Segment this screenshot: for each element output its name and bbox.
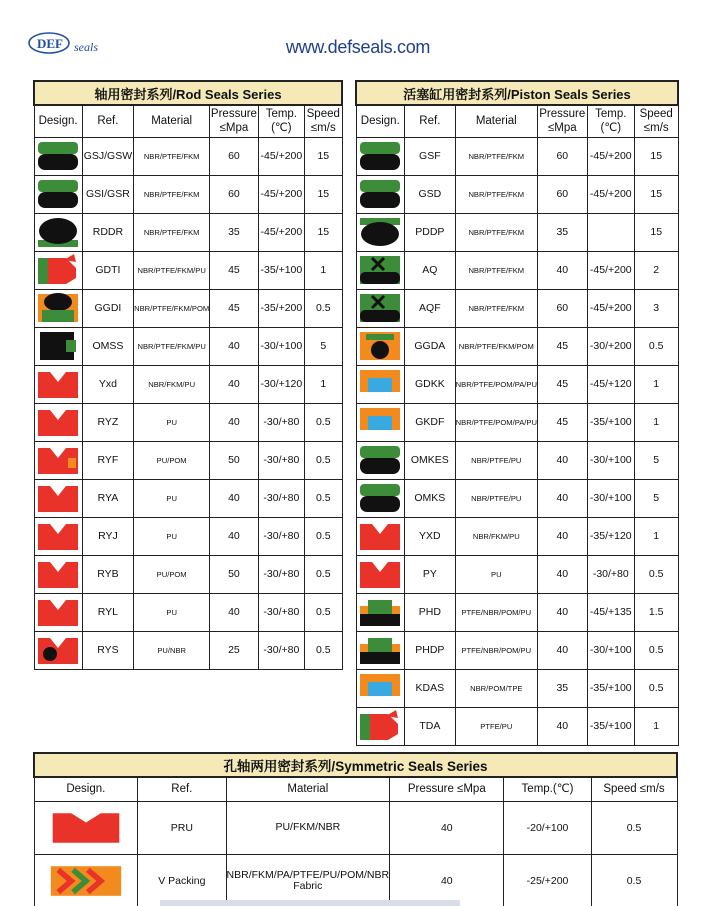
ref-cell: AQ	[405, 251, 456, 289]
design-cell	[356, 555, 405, 593]
table-row	[34, 593, 342, 631]
speed-cell: 15	[305, 175, 342, 213]
speed-cell: 0.5	[591, 801, 677, 854]
temp-cell: -45/+135	[587, 593, 634, 631]
logo-script: seals	[74, 40, 98, 54]
table-row	[34, 289, 342, 327]
rod-header-speed: Speed ≤m/s	[305, 105, 342, 137]
design-cell	[356, 327, 405, 365]
orange-black-ring-seal-icon	[36, 292, 80, 324]
pressure-cell: 40	[537, 593, 587, 631]
speed-cell: 0.5	[305, 631, 342, 669]
red-wiper-seal-icon	[358, 710, 402, 742]
table-row	[34, 327, 342, 365]
material-cell: PTFE/PU	[455, 707, 537, 745]
design-cell	[34, 593, 82, 631]
symmetric-title: 孔轴两用密封系列/Symmetric Seals Series	[34, 753, 677, 777]
orange-green-piston-icon	[358, 330, 402, 362]
symmetric-header-ref: Ref.	[138, 777, 226, 801]
table-row	[356, 327, 678, 365]
table-row	[34, 137, 342, 175]
piston-seals-table	[355, 80, 679, 746]
rod-seals-table	[33, 80, 343, 670]
pressure-cell: 40	[537, 479, 587, 517]
red-symmetric-seal-icon	[49, 808, 123, 848]
design-cell	[34, 403, 82, 441]
ref-cell: GGDA	[405, 327, 456, 365]
website-url[interactable]: www.defseals.com	[285, 37, 431, 57]
temp-cell: -35/+100	[258, 251, 304, 289]
table-row	[34, 631, 342, 669]
speed-cell: 0.5	[634, 631, 678, 669]
ref-cell: GGDI	[82, 289, 133, 327]
material-cell: NBR/POM/TPE	[455, 669, 537, 707]
temp-cell: -25/+200	[504, 854, 591, 906]
green-black-oval-piston-icon	[358, 216, 402, 248]
orange-blue-piston-icon	[358, 368, 402, 400]
material-cell: NBR/PTFE/FKM	[134, 175, 210, 213]
rod-header-pressure: Pressure ≤Mpa	[210, 105, 258, 137]
pressure-cell: 60	[210, 137, 258, 175]
ref-cell: RYF	[82, 441, 133, 479]
temp-cell	[587, 213, 634, 251]
temp-cell: -30/+80	[258, 517, 304, 555]
ref-cell: RDDR	[82, 213, 133, 251]
pressure-cell: 45	[210, 251, 258, 289]
green-black-seal-icon	[36, 178, 80, 210]
ref-cell: GSF	[405, 137, 456, 175]
red-wiper-seal-icon	[36, 254, 80, 286]
material-cell: NBR/PTFE/POM/PA/PU	[455, 403, 537, 441]
table-row	[34, 441, 342, 479]
pressure-cell: 45	[537, 403, 587, 441]
material-cell: PU	[134, 479, 210, 517]
speed-cell: 0.5	[634, 669, 678, 707]
material-cell: PTFE/NBR/POM/PU	[455, 631, 537, 669]
pressure-cell: 35	[537, 669, 587, 707]
pressure-cell: 50	[210, 555, 258, 593]
pressure-cell: 40	[537, 441, 587, 479]
v-packing-icon	[49, 861, 123, 901]
ref-cell: PHDP	[405, 631, 456, 669]
pressure-cell: 40	[537, 707, 587, 745]
pressure-cell: 40	[390, 854, 504, 906]
design-cell	[356, 175, 405, 213]
symmetric-header-material: Material	[226, 777, 390, 801]
table-row	[356, 479, 678, 517]
table-row	[34, 175, 342, 213]
pressure-cell: 35	[537, 213, 587, 251]
pressure-cell: 40	[537, 517, 587, 555]
pressure-cell: 40	[537, 251, 587, 289]
table-row	[34, 213, 342, 251]
green-black-piston-icon	[358, 444, 402, 476]
temp-cell: -30/+80	[258, 593, 304, 631]
material-cell: NBR/PTFE/FKM	[455, 213, 537, 251]
ref-cell: RYS	[82, 631, 133, 669]
red-u-seal-icon	[358, 558, 402, 590]
piston-title: 活塞缸用密封系列/Piston Seals Series	[356, 81, 678, 105]
table-row	[34, 517, 342, 555]
orange-blue-piston-icon	[358, 406, 402, 438]
symmetric-header-temp: Temp.(℃)	[504, 777, 591, 801]
red-u-seal-icon	[358, 520, 402, 552]
green-black-piston-icon	[358, 482, 402, 514]
temp-cell: -35/+100	[587, 403, 634, 441]
table-row	[356, 555, 678, 593]
piston-header-material: Material	[455, 105, 537, 137]
speed-cell: 3	[634, 289, 678, 327]
red-u-seal-icon	[36, 406, 80, 438]
ref-cell: V Packing	[138, 854, 226, 906]
ref-cell: OMSS	[82, 327, 133, 365]
design-cell	[34, 441, 82, 479]
material-cell: NBR/PTFE/FKM	[455, 289, 537, 327]
temp-cell: -45/+200	[258, 137, 304, 175]
footer-strip	[160, 900, 460, 906]
speed-cell: 0.5	[634, 555, 678, 593]
piston-header-speed: Speed ≤m/s	[634, 105, 678, 137]
speed-cell: 0.5	[305, 479, 342, 517]
table-row	[34, 403, 342, 441]
ref-cell: RYZ	[82, 403, 133, 441]
speed-cell: 5	[634, 441, 678, 479]
pressure-cell: 40	[210, 517, 258, 555]
symmetric-header-pressure: Pressure ≤Mpa	[390, 777, 504, 801]
material-cell: PU/POM	[134, 441, 210, 479]
table-row	[34, 365, 342, 403]
material-cell: NBR/PTFE/FKM/POM	[455, 327, 537, 365]
material-cell: NBR/PTFE/PU	[455, 441, 537, 479]
ref-cell: PHD	[405, 593, 456, 631]
piston-header-design: Design.	[356, 105, 405, 137]
design-cell	[34, 289, 82, 327]
temp-cell: -45/+200	[258, 213, 304, 251]
temp-cell: -45/+200	[587, 289, 634, 327]
temp-cell: -30/+80	[587, 555, 634, 593]
speed-cell: 1	[634, 517, 678, 555]
design-cell	[34, 365, 82, 403]
design-cell	[356, 517, 405, 555]
table-row	[356, 441, 678, 479]
ref-cell: PY	[405, 555, 456, 593]
ref-cell: AQF	[405, 289, 456, 327]
pressure-cell: 25	[210, 631, 258, 669]
rod-title: 轴用密封系列/Rod Seals Series	[34, 81, 342, 105]
table-row	[356, 251, 678, 289]
ref-cell: RYL	[82, 593, 133, 631]
green-black-wiper-icon	[36, 330, 80, 362]
table-row	[356, 707, 678, 745]
temp-cell: -30/+80	[258, 403, 304, 441]
table-row	[34, 854, 677, 906]
speed-cell: 0.5	[305, 517, 342, 555]
temp-cell: -35/+100	[587, 669, 634, 707]
ref-cell: OMKS	[405, 479, 456, 517]
ref-cell: GDTI	[82, 251, 133, 289]
design-cell	[356, 593, 405, 631]
material-cell: NBR/PTFE/FKM	[455, 175, 537, 213]
ref-cell: OMKES	[405, 441, 456, 479]
speed-cell: 5	[305, 327, 342, 365]
speed-cell: 0.5	[591, 854, 677, 906]
pressure-cell: 45	[210, 289, 258, 327]
ref-cell: TDA	[405, 707, 456, 745]
ref-cell: PRU	[138, 801, 226, 854]
piston-header-pressure: Pressure ≤Mpa	[537, 105, 587, 137]
red-black-u-seal-icon	[36, 634, 80, 666]
material-cell: PU	[455, 555, 537, 593]
pressure-cell: 45	[537, 365, 587, 403]
ref-cell: Yxd	[82, 365, 133, 403]
material-cell: NBR/PTFE/FKM/POM	[134, 289, 210, 327]
speed-cell: 15	[634, 213, 678, 251]
temp-cell: -45/+200	[587, 137, 634, 175]
material-cell: PU	[134, 593, 210, 631]
temp-cell: -45/+200	[587, 251, 634, 289]
temp-cell: -30/+100	[587, 479, 634, 517]
design-cell	[34, 213, 82, 251]
red-u-seal-icon	[36, 520, 80, 552]
ref-cell: KDAS	[405, 669, 456, 707]
material-cell: NBR/FKM/PA/PTFE/PU/POM/NBR Fabric	[226, 854, 390, 906]
speed-cell: 1	[634, 365, 678, 403]
temp-cell: -30/+100	[587, 441, 634, 479]
temp-cell: -30/+200	[587, 327, 634, 365]
table-row	[34, 251, 342, 289]
pressure-cell: 60	[537, 137, 587, 175]
pressure-cell: 60	[537, 175, 587, 213]
design-cell	[356, 669, 405, 707]
material-cell: NBR/PTFE/FKM	[134, 213, 210, 251]
design-cell	[356, 251, 405, 289]
rod-header-ref: Ref.	[82, 105, 133, 137]
speed-cell: 0.5	[305, 593, 342, 631]
red-u-seal-icon	[36, 368, 80, 400]
orange-blue-piston-icon	[358, 672, 402, 704]
speed-cell: 1	[305, 365, 342, 403]
speed-cell: 1.5	[634, 593, 678, 631]
temp-cell: -45/+200	[587, 175, 634, 213]
temp-cell: -30/+120	[258, 365, 304, 403]
table-row	[356, 213, 678, 251]
material-cell: NBR/PTFE/FKM	[134, 137, 210, 175]
ref-cell: YXD	[405, 517, 456, 555]
design-cell	[356, 707, 405, 745]
temp-cell: -30/+100	[258, 327, 304, 365]
temp-cell: -30/+100	[587, 631, 634, 669]
material-cell: PU/POM	[134, 555, 210, 593]
ref-cell: RYJ	[82, 517, 133, 555]
material-cell: NBR/PTFE/FKM/PU	[134, 327, 210, 365]
design-cell	[34, 631, 82, 669]
pressure-cell: 60	[537, 289, 587, 327]
design-cell	[356, 289, 405, 327]
temp-cell: -35/+120	[587, 517, 634, 555]
temp-cell: -45/+200	[258, 175, 304, 213]
material-cell: NBR/PTFE/FKM	[455, 137, 537, 175]
design-cell	[34, 327, 82, 365]
temp-cell: -30/+80	[258, 479, 304, 517]
design-cell	[34, 854, 138, 906]
table-row	[356, 289, 678, 327]
speed-cell: 0.5	[305, 441, 342, 479]
speed-cell: 15	[634, 137, 678, 175]
speed-cell: 1	[305, 251, 342, 289]
table-row	[356, 517, 678, 555]
design-cell	[34, 555, 82, 593]
orange-green-black-piston-icon	[358, 634, 402, 666]
pressure-cell: 60	[210, 175, 258, 213]
temp-cell: -35/+100	[587, 707, 634, 745]
material-cell: NBR/FKM/PU	[455, 517, 537, 555]
material-cell: NBR/PTFE/FKM	[455, 251, 537, 289]
ref-cell: GSD	[405, 175, 456, 213]
pressure-cell: 40	[210, 327, 258, 365]
temp-cell: -20/+100	[504, 801, 591, 854]
material-cell: PU/FKM/NBR	[226, 801, 390, 854]
material-cell: PU/NBR	[134, 631, 210, 669]
ref-cell: GSJ/GSW	[82, 137, 133, 175]
design-cell	[34, 251, 82, 289]
pressure-cell: 35	[210, 213, 258, 251]
symmetric-header-design: Design.	[34, 777, 138, 801]
speed-cell: 0.5	[634, 327, 678, 365]
material-cell: NBR/PTFE/PU	[455, 479, 537, 517]
material-cell: NBR/FKM/PU	[134, 365, 210, 403]
symmetric-seals-table	[33, 752, 678, 906]
pressure-cell: 40	[210, 365, 258, 403]
material-cell: PU	[134, 517, 210, 555]
green-black-oval-seal-icon	[36, 216, 80, 248]
symmetric-header-speed: Speed ≤m/s	[591, 777, 677, 801]
design-cell	[356, 137, 405, 175]
green-black-x-piston-icon	[358, 292, 402, 324]
orange-green-black-piston-icon	[358, 596, 402, 628]
design-cell	[34, 479, 82, 517]
design-cell	[34, 175, 82, 213]
temp-cell: -35/+200	[258, 289, 304, 327]
material-cell: NBR/PTFE/POM/PA/PU	[455, 365, 537, 403]
material-cell: PTFE/NBR/POM/PU	[455, 593, 537, 631]
table-row	[356, 669, 678, 707]
design-cell	[356, 213, 405, 251]
pressure-cell: 40	[537, 555, 587, 593]
table-row	[356, 365, 678, 403]
material-cell: PU	[134, 403, 210, 441]
red-u-seal-icon	[36, 558, 80, 590]
green-black-piston-icon	[358, 178, 402, 210]
temp-cell: -30/+80	[258, 555, 304, 593]
red-u-seal-icon	[36, 596, 80, 628]
ref-cell: RYA	[82, 479, 133, 517]
material-cell: NBR/PTFE/FKM/PU	[134, 251, 210, 289]
design-cell	[356, 441, 405, 479]
pressure-cell: 40	[210, 403, 258, 441]
speed-cell: 0.5	[305, 403, 342, 441]
pressure-cell: 45	[537, 327, 587, 365]
temp-cell: -30/+80	[258, 441, 304, 479]
pressure-cell: 40	[210, 479, 258, 517]
table-row	[34, 555, 342, 593]
table-row	[34, 479, 342, 517]
design-cell	[34, 517, 82, 555]
design-cell	[356, 631, 405, 669]
ref-cell: PDDP	[405, 213, 456, 251]
ref-cell: GSI/GSR	[82, 175, 133, 213]
red-orange-u-seal-icon	[36, 444, 80, 476]
pressure-cell: 40	[210, 593, 258, 631]
design-cell	[356, 479, 405, 517]
speed-cell: 5	[634, 479, 678, 517]
logo-text: DEF	[37, 36, 63, 51]
speed-cell: 15	[305, 213, 342, 251]
green-black-seal-icon	[36, 140, 80, 172]
pressure-cell: 40	[537, 631, 587, 669]
rod-header-material: Material	[134, 105, 210, 137]
design-cell	[356, 365, 405, 403]
speed-cell: 1	[634, 403, 678, 441]
design-cell	[34, 137, 82, 175]
pressure-cell: 40	[390, 801, 504, 854]
table-row	[356, 403, 678, 441]
design-cell	[34, 801, 138, 854]
piston-header-temp: Temp.(℃)	[587, 105, 634, 137]
red-u-seal-icon	[36, 482, 80, 514]
speed-cell: 0.5	[305, 289, 342, 327]
table-row	[34, 801, 677, 854]
temp-cell: -45/+120	[587, 365, 634, 403]
rod-header-design: Design.	[34, 105, 82, 137]
design-cell	[356, 403, 405, 441]
ref-cell: RYB	[82, 555, 133, 593]
rod-header-temp: Temp.(℃)	[258, 105, 304, 137]
speed-cell: 2	[634, 251, 678, 289]
green-black-piston-icon	[358, 140, 402, 172]
piston-header-ref: Ref.	[405, 105, 456, 137]
speed-cell: 1	[634, 707, 678, 745]
table-row	[356, 593, 678, 631]
table-row	[356, 175, 678, 213]
ref-cell: GDKK	[405, 365, 456, 403]
speed-cell: 15	[634, 175, 678, 213]
pressure-cell: 50	[210, 441, 258, 479]
green-black-x-piston-icon	[358, 254, 402, 286]
speed-cell: 15	[305, 137, 342, 175]
table-row	[356, 631, 678, 669]
ref-cell: GKDF	[405, 403, 456, 441]
temp-cell: -30/+80	[258, 631, 304, 669]
table-row	[356, 137, 678, 175]
speed-cell: 0.5	[305, 555, 342, 593]
